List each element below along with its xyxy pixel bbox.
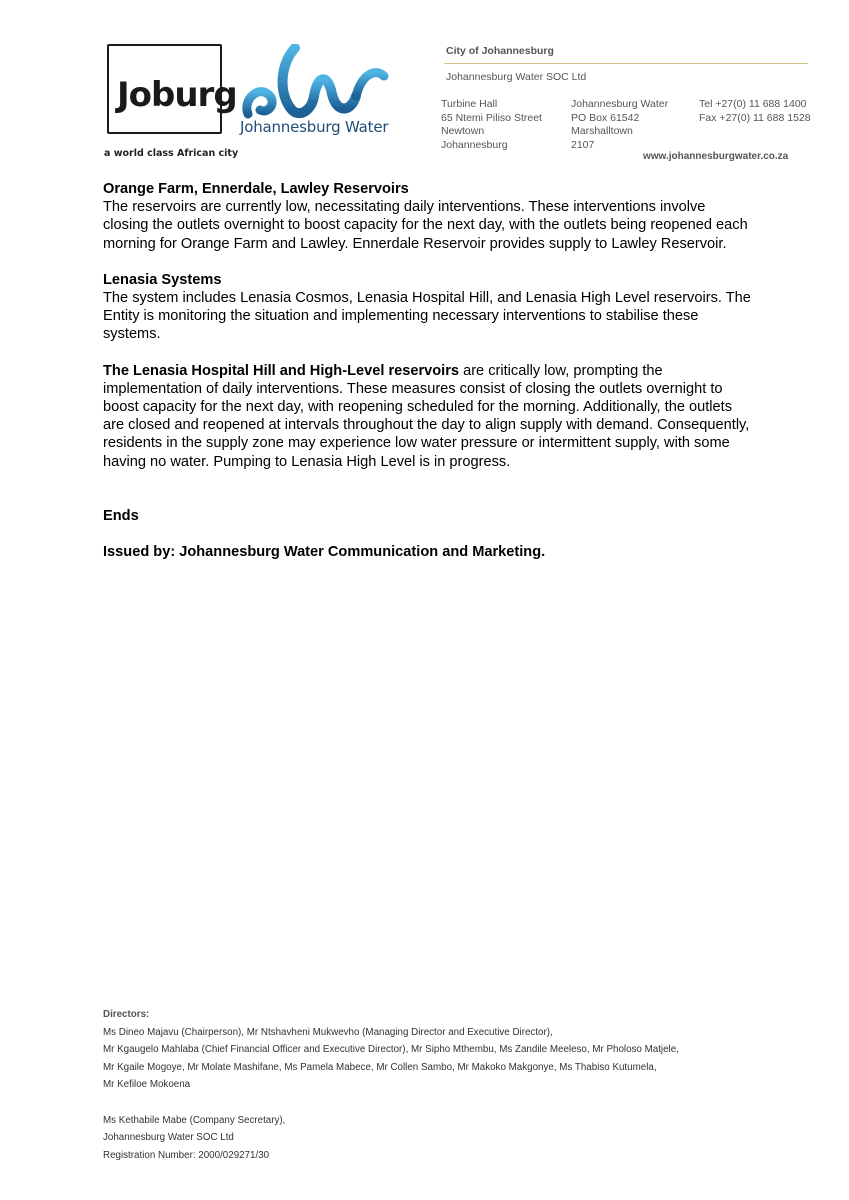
johannesburg-water-logo-text: Johannesburg Water [240, 118, 389, 136]
johannesburg-water-wave-icon [240, 44, 390, 120]
directors-line: Ms Dineo Majavu (Chairperson), Mr Ntshavheni Mukwevho (Managing Director and Executive Director), [103, 1026, 553, 1038]
contact-numbers: Tel +27(0) 11 688 1400 Fax +27(0) 11 688 1528 [699, 98, 811, 124]
company-name: Johannesburg Water SOC Ltd [446, 71, 587, 83]
section-heading: Orange Farm, Ennerdale, Lawley Reservoirs [103, 181, 409, 197]
registration-number: Registration Number: 2000/029271/30 [103, 1149, 270, 1161]
street-address: Turbine Hall 65 Ntemi Piliso Street Newtown Johannesburg [441, 98, 542, 151]
directors-label: Directors: [103, 1009, 150, 1020]
joburg-logo-text: Joburg [117, 75, 237, 115]
issued-by: Issued by: Johannesburg Water Communication and Marketing. [103, 544, 546, 561]
company-secretary: Ms Kethabile Mabe (Company Secretary), [103, 1114, 286, 1126]
ends-label: Ends [103, 507, 139, 524]
joburg-tagline: a world class African city [104, 148, 239, 159]
footer [103, 1006, 679, 1164]
header-divider [444, 63, 808, 64]
section-paragraph: The Lenasia Hospital Hill and High-Level reservoirs are critically low, prompting the implementation of daily interventions. These measures consist of closing the outlets overnight to boost capacity for the next day, with reopening scheduled for the morning. Additionally, the outlets are closed and reopened at intervals throughout the day to align supply with demand. Consequently, residents in the supply zone may experience low water pressure or intermittent supply, with some having no water. Pumping to Lenasia High Level is in progress. [103, 362, 750, 470]
directors-line: Mr Kgaile Mogoye, Mr Molate Mashifane, Ms Pamela Mabece, Mr Collen Sambo, Mr Makoko Makgonye, Ms Thabiso Kutumela, [103, 1061, 657, 1073]
highlight-text: The Lenasia Hospital Hill and High-Level reservoirs [103, 362, 460, 379]
postal-address: Johannesburg Water PO Box 61542 Marshalltown 2107 [571, 98, 669, 151]
section-paragraph: The system includes Lenasia Cosmos, Lenasia Hospital Hill, and Lenasia High Level reservoirs. The Entity is monitoring the situation and implementing necessary interventions to stabilise these systems. [103, 290, 751, 343]
footer-company: Johannesburg Water SOC Ltd [103, 1132, 234, 1143]
document-body [103, 180, 753, 561]
section-paragraph: The reservoirs are currently low, necessitating daily interventions. These interventions involve closing the outlets overnight to boost capacity for the next day, with the outlets being reopened each morning for Orange Farm and Lawley. Ennerdale Reservoir provides supply to Lawley Reservoir. [103, 199, 748, 252]
website-link[interactable]: www.johannesburgwater.co.za [643, 151, 789, 162]
directors-line: Mr Kefiloe Mokoena [103, 1079, 191, 1090]
city-name: City of Johannesburg [446, 45, 554, 57]
directors-line: Mr Kgaugelo Mahlaba (Chief Financial Officer and Executive Director), Mr Sipho Mthembu, Ms Zandile Meeleso, Mr Pholoso Matjele, [103, 1044, 679, 1055]
section-heading: Lenasia Systems [103, 271, 222, 288]
